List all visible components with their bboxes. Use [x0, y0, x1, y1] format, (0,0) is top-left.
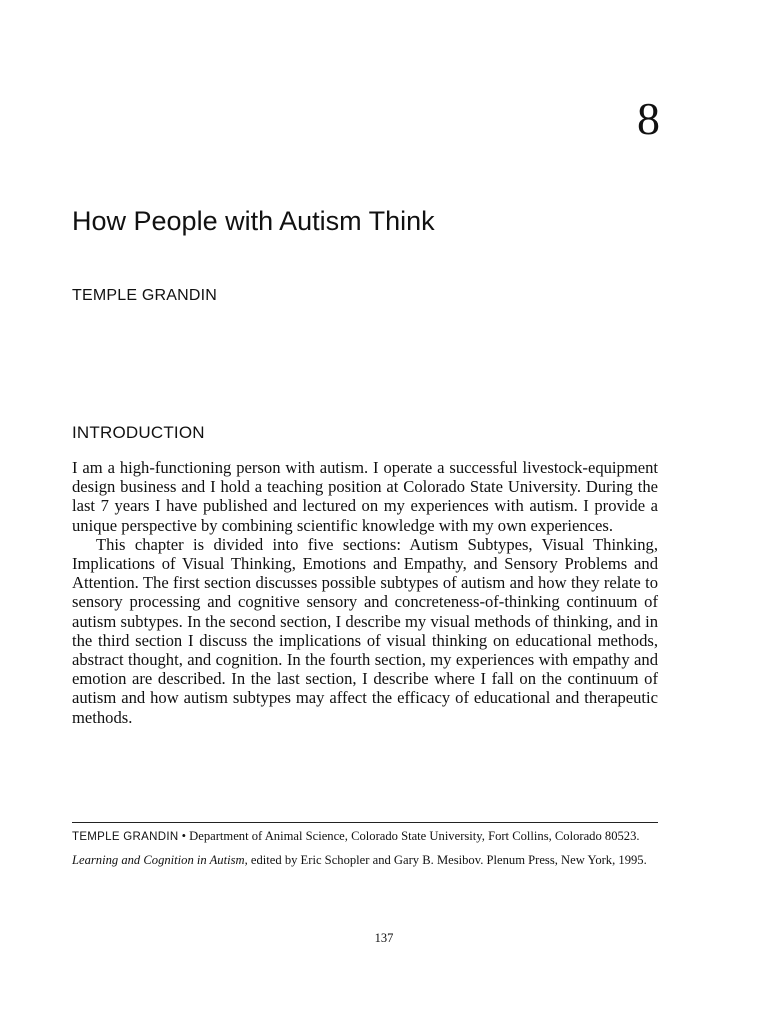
page-number: 137: [374, 931, 394, 945]
chapter-title: How People with Autism Think: [72, 206, 435, 236]
section-heading-introduction: INTRODUCTION: [72, 423, 205, 442]
author-affiliation-note: [72, 828, 658, 846]
footnotes: [72, 828, 658, 875]
book-citation-note: [72, 852, 658, 869]
body-paragraph-2: This chapter is divided into five sections: Autism Subtypes, Visual Thinking, Implications of Visual Thinking, Emotions and Empathy, and Sensory Problems and Attention. The first section discusses possible subtypes of autism and how they relate to sensory processing and cognitive sensory and concreteness-of-thinking continuum of autism subtypes. In the second section, I describe my visual methods of thinking, and in the third section I discuss the implications of visual thinking on educational methods, abstract thought, and cognition. In the fourth section, my experiences with empathy and emotion are described. In the last section, I describe where I fall on the continuum of autism and how autism subtypes may affect the efficacy of educational and therapeutic methods.: [72, 534, 658, 727]
chapter-number: 8: [637, 93, 660, 144]
footnote-divider: [72, 822, 658, 823]
body-paragraph-1: I am a high-functioning person with autism. I operate a successful livestock-equipment design business and I hold a teaching position at Colorado State University. During the last 7 years I have published and lectured on my experiences with autism. I provide a unique perspective by combining scientific knowledge with my own experiences.: [72, 458, 658, 535]
chapter-author: TEMPLE GRANDIN: [72, 287, 218, 304]
book-title: Learning and Cognition in Autism,: [72, 853, 248, 867]
affiliation-text: Department of Animal Science, Colorado State University, Fort Collins, Colorado 80523.: [189, 829, 640, 843]
introduction-body: [72, 458, 658, 727]
affiliation-author-name: TEMPLE GRANDIN: [72, 831, 179, 843]
affiliation-separator: •: [178, 829, 190, 843]
book-citation-rest: edited by Eric Schopler and Gary B. Mesibov. Plenum Press, New York, 1995.: [247, 853, 647, 867]
